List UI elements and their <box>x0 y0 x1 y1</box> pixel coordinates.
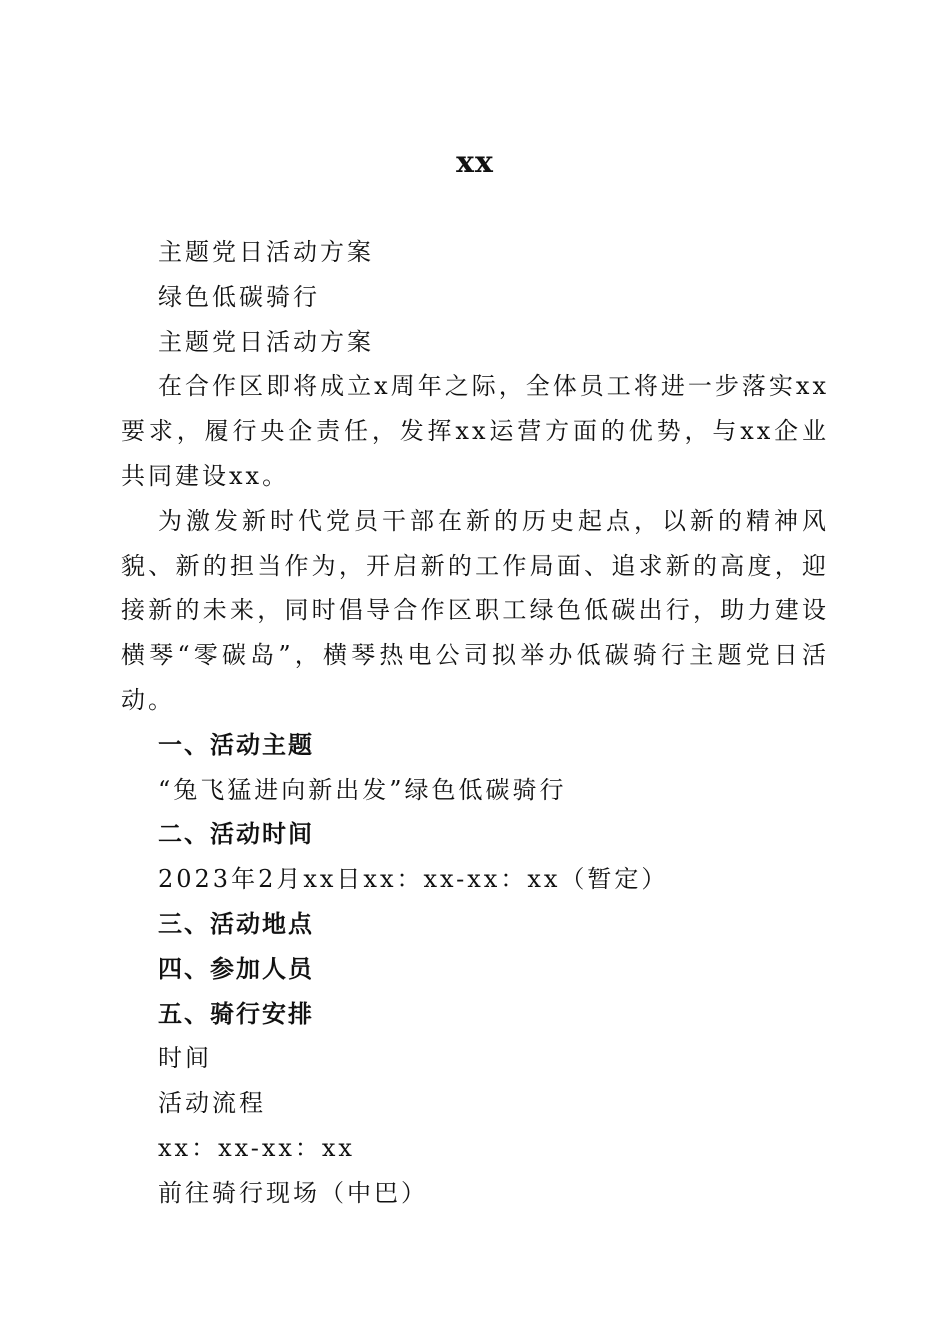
section-body-theme: “兔飞猛进向新出发”绿色低碳骑行 <box>158 775 567 804</box>
subtitle-line-3: 主题党日活动方案 <box>158 327 374 356</box>
schedule-column-process: 活动流程 <box>158 1089 266 1118</box>
section-heading-location: 三、活动地点 <box>158 909 314 938</box>
section-body-time: 2023年2月xx日xx：xx-xx：xx（暂定） <box>158 865 669 894</box>
section-heading-participants: 四、参加人员 <box>158 954 314 983</box>
document-body <box>121 230 829 1216</box>
purpose-paragraph: 为激发新时代党员干部在新的历史起点，以新的精神风貌、新的担当作为，开启新的工作局面、追求新的高度，迎接新的未来，同时倡导合作区职工绿色低碳出行，助力建设横琴“零碳岛”，横琴热电公司拟举办低碳骑行主题党日活动。 <box>121 506 829 714</box>
subtitle-line-2: 绿色低碳骑行 <box>158 282 320 311</box>
section-heading-schedule: 五、骑行安排 <box>158 999 314 1028</box>
schedule-column-time: 时间 <box>158 1044 212 1073</box>
intro-paragraph: 在合作区即将成立x周年之际，全体员工将进一步落实xx要求，履行央企责任，发挥xx运营方面的优势，与xx企业共同建设xx。 <box>121 372 829 490</box>
document-title: xx <box>456 145 494 180</box>
section-heading-theme: 一、活动主题 <box>158 730 314 759</box>
schedule-row-time: xx：xx-xx：xx <box>158 1133 355 1162</box>
schedule-row-process: 前往骑行现场（中巴） <box>158 1178 428 1207</box>
subtitle-line-1: 主题党日活动方案 <box>158 238 374 266</box>
section-heading-time: 二、活动时间 <box>158 820 314 849</box>
